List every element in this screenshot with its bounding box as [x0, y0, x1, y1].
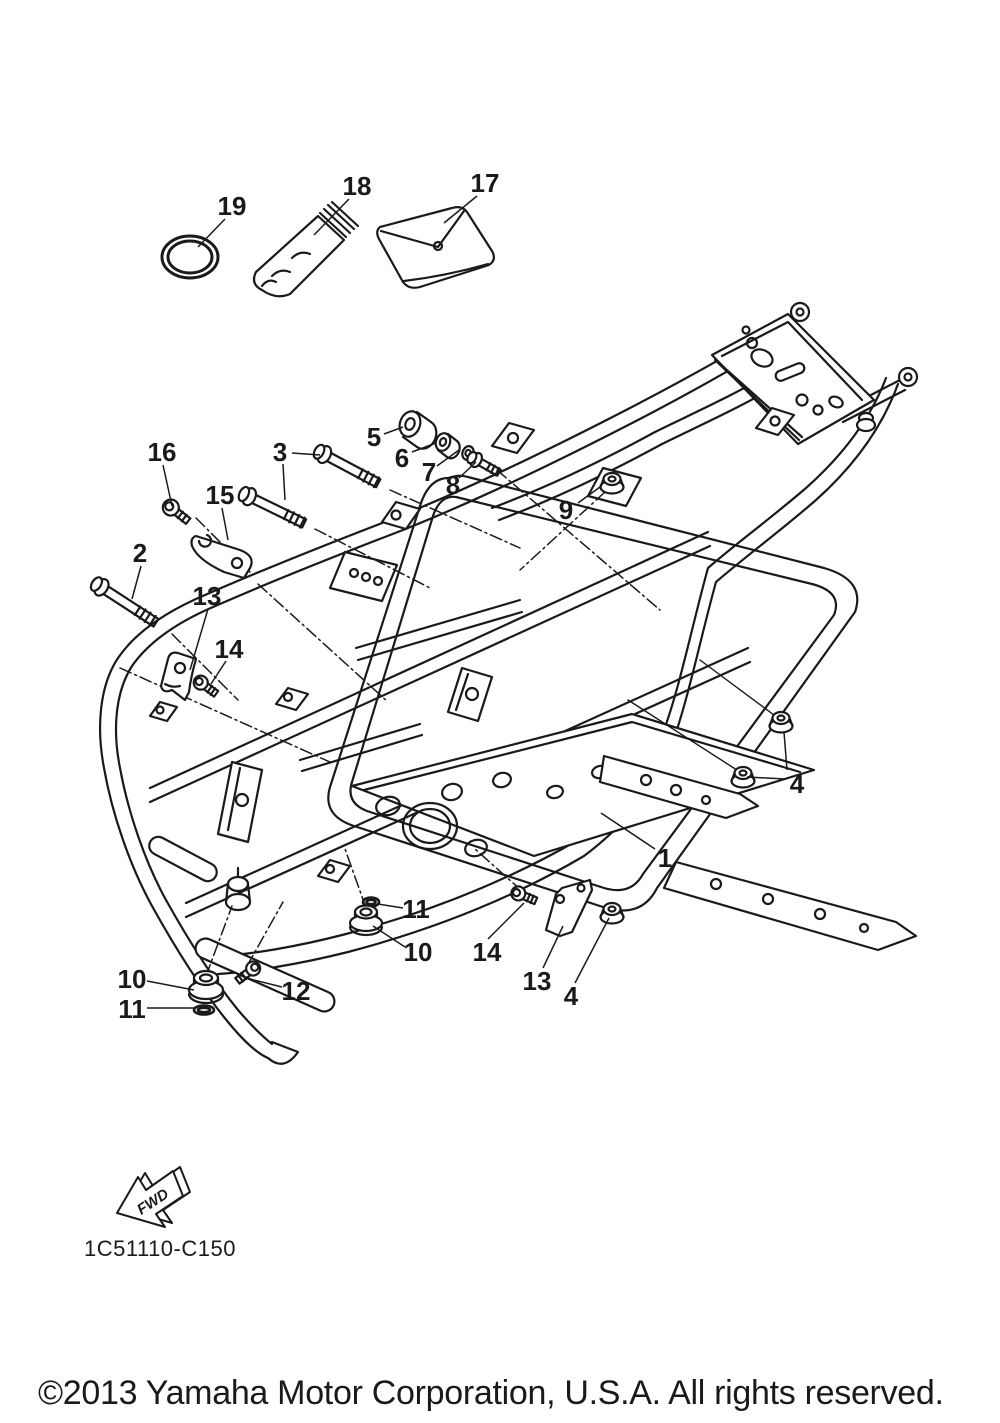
part-code: 1C51110-C150 [84, 1236, 236, 1261]
callout-10-mid: 10 [403, 937, 433, 967]
o-ring-19 [162, 236, 218, 278]
callout-16: 16 [147, 437, 177, 467]
callout-14-bottom: 14 [472, 937, 502, 967]
o-ring-11-lower [194, 1006, 214, 1015]
bracket-13-bottom [546, 880, 592, 936]
leader-line-10-lower-left [147, 981, 194, 990]
bolt-8 [465, 449, 503, 479]
callout-4-right: 4 [789, 769, 805, 799]
rear-carrier-section [492, 303, 917, 520]
leader-line-4-bottom [575, 918, 609, 983]
callout-15: 15 [205, 480, 235, 510]
fwd-arrow [117, 1167, 190, 1227]
callout-6: 6 [394, 443, 410, 473]
callout-2: 2 [132, 538, 148, 568]
flange-nut-4a [770, 712, 793, 733]
callout-9: 9 [558, 495, 574, 525]
leader-line-15 [222, 508, 228, 540]
callout-13-left: 13 [192, 581, 222, 611]
copyright-line: ©2013 Yamaha Motor Corporation, U.S.A. All rights reserved. [38, 1374, 944, 1412]
fwd-label: FWD [134, 1185, 172, 1219]
leader-line-8 [459, 462, 476, 478]
leader-line-6 [412, 443, 436, 452]
bolt-2 [88, 574, 161, 630]
leader-line-2 [132, 566, 141, 599]
leader-line-3 [283, 464, 285, 500]
collar-6 [433, 431, 459, 458]
tool-pouch-17 [377, 207, 494, 288]
callout-18: 18 [342, 171, 372, 201]
callout-11-mid: 11 [402, 894, 430, 924]
bolt-3a [236, 484, 308, 532]
sealant-tube-18 [254, 202, 358, 296]
upper-tube-loop [328, 476, 857, 911]
callout-4-bottom: 4 [563, 981, 579, 1011]
main-right-rail [218, 378, 898, 974]
callout-14-left: 14 [214, 634, 244, 664]
callout-13-bottom: 13 [522, 966, 552, 996]
callout-11-lower-left: 11 [118, 994, 146, 1024]
bracket-15 [192, 535, 252, 578]
callout-8: 8 [445, 470, 461, 500]
callout-3: 3 [272, 437, 288, 467]
callout-1: 1 [657, 843, 673, 873]
callout-5: 5 [366, 422, 382, 452]
callout-12: 12 [281, 976, 311, 1006]
frame-illustration [88, 202, 917, 1064]
flange-nut-4c [601, 903, 624, 924]
callout-17: 17 [470, 168, 500, 198]
leader-line-11-mid [378, 904, 403, 908]
callout-19: 19 [217, 191, 247, 221]
grommet-10-lower [189, 971, 223, 1003]
callout-10-lower-left: 10 [117, 964, 147, 994]
leader-line-14-bottom [488, 903, 524, 939]
bolt-16 [160, 496, 193, 527]
flange-nut-9 [601, 473, 624, 494]
bracket-13-left [161, 653, 196, 700]
callout-7: 7 [421, 457, 437, 487]
